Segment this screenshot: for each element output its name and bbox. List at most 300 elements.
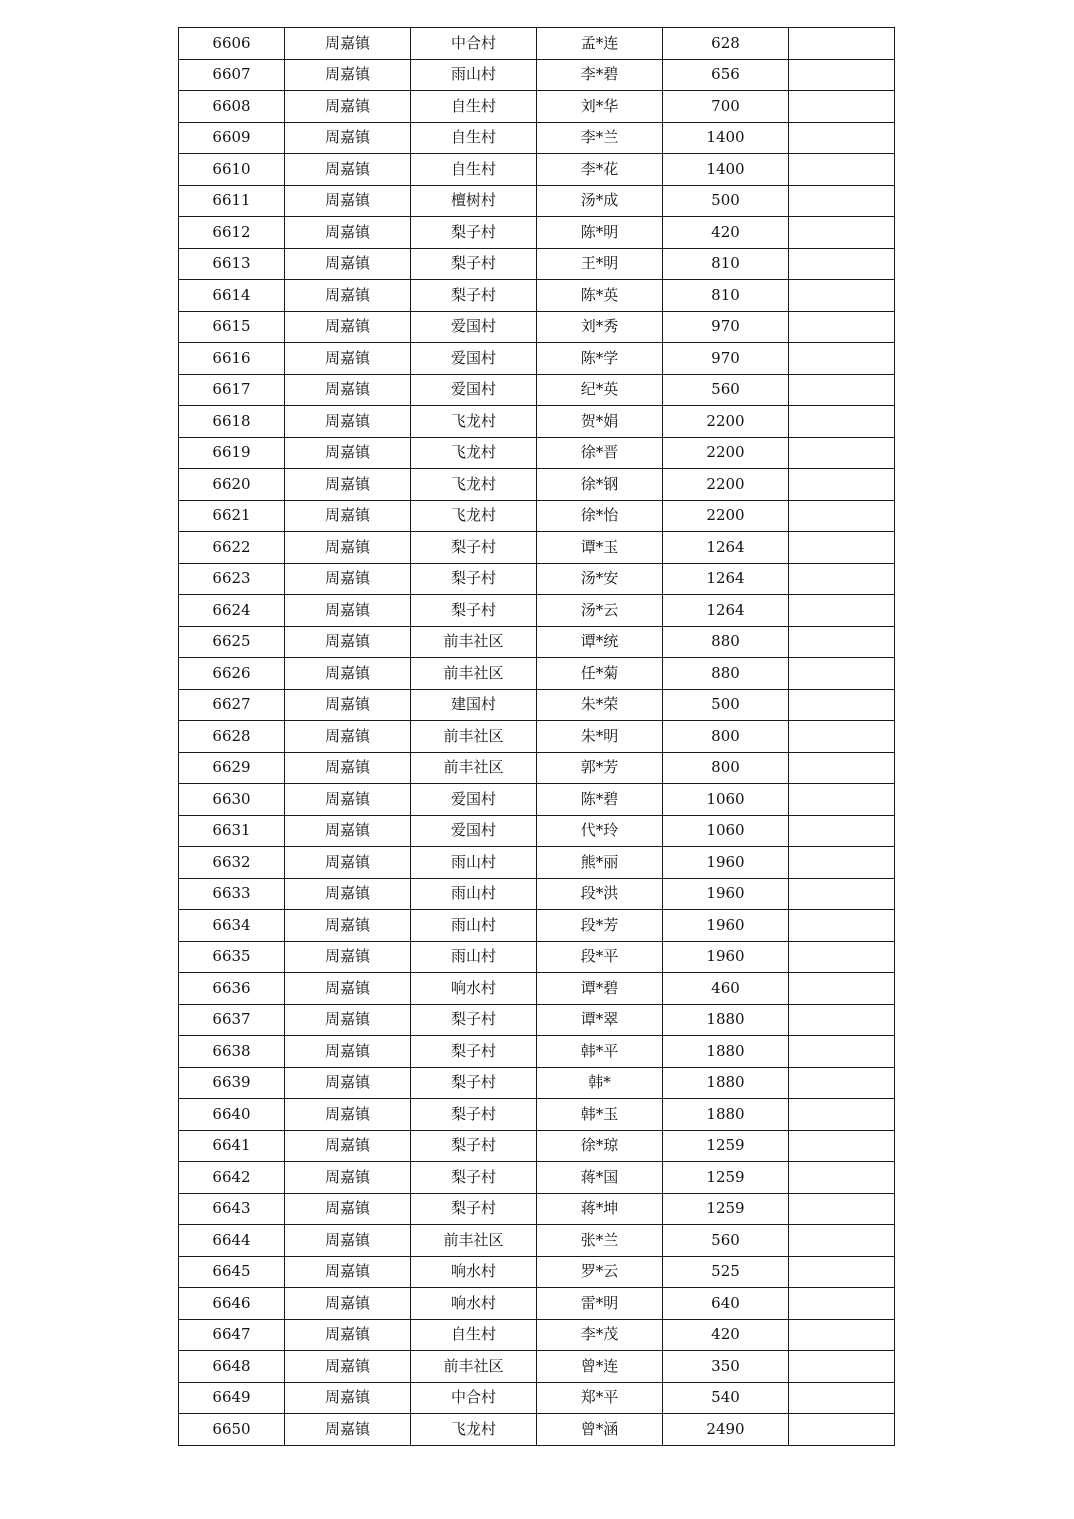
table-row: [179, 1130, 895, 1162]
row-number-cell: 6648: [179, 1351, 285, 1383]
note-cell: [789, 280, 895, 312]
amount-cell: 1400: [663, 122, 789, 154]
table-row: [179, 563, 895, 595]
note-cell: [789, 815, 895, 847]
name-cell: 任*菊: [537, 658, 663, 690]
amount-cell: 1960: [663, 941, 789, 973]
table-row: [179, 1225, 895, 1257]
table-row: [179, 847, 895, 879]
village-cell: 爱国村: [411, 343, 537, 375]
village-cell: 檀树村: [411, 185, 537, 217]
table-body: [179, 28, 895, 1446]
amount-cell: 628: [663, 28, 789, 60]
town-cell: 周嘉镇: [285, 1319, 411, 1351]
row-number-cell: 6606: [179, 28, 285, 60]
amount-cell: 1060: [663, 815, 789, 847]
table-row: [179, 122, 895, 154]
village-cell: 飞龙村: [411, 406, 537, 438]
town-cell: 周嘉镇: [285, 280, 411, 312]
town-cell: 周嘉镇: [285, 1036, 411, 1068]
amount-cell: 700: [663, 91, 789, 123]
table-row: [179, 595, 895, 627]
village-cell: 响水村: [411, 1256, 537, 1288]
town-cell: 周嘉镇: [285, 406, 411, 438]
village-cell: 爱国村: [411, 374, 537, 406]
amount-cell: 540: [663, 1382, 789, 1414]
row-number-cell: 6644: [179, 1225, 285, 1257]
row-number-cell: 6614: [179, 280, 285, 312]
town-cell: 周嘉镇: [285, 973, 411, 1005]
name-cell: 李*茂: [537, 1319, 663, 1351]
note-cell: [789, 941, 895, 973]
name-cell: 汤*云: [537, 595, 663, 627]
note-cell: [789, 248, 895, 280]
note-cell: [789, 689, 895, 721]
note-cell: [789, 563, 895, 595]
name-cell: 段*洪: [537, 878, 663, 910]
row-number-cell: 6630: [179, 784, 285, 816]
table-row: [179, 1256, 895, 1288]
table-row: [179, 437, 895, 469]
name-cell: 王*明: [537, 248, 663, 280]
village-cell: 爱国村: [411, 311, 537, 343]
town-cell: 周嘉镇: [285, 784, 411, 816]
amount-cell: 1880: [663, 1004, 789, 1036]
village-cell: 飞龙村: [411, 469, 537, 501]
table-row: [179, 500, 895, 532]
village-cell: 前丰社区: [411, 626, 537, 658]
town-cell: 周嘉镇: [285, 910, 411, 942]
town-cell: 周嘉镇: [285, 1193, 411, 1225]
row-number-cell: 6639: [179, 1067, 285, 1099]
town-cell: 周嘉镇: [285, 343, 411, 375]
town-cell: 周嘉镇: [285, 815, 411, 847]
village-cell: 梨子村: [411, 595, 537, 627]
table-row: [179, 1067, 895, 1099]
row-number-cell: 6647: [179, 1319, 285, 1351]
name-cell: 张*兰: [537, 1225, 663, 1257]
row-number-cell: 6636: [179, 973, 285, 1005]
name-cell: 刘*华: [537, 91, 663, 123]
village-cell: 前丰社区: [411, 1351, 537, 1383]
table-row: [179, 973, 895, 1005]
amount-cell: 810: [663, 280, 789, 312]
note-cell: [789, 1256, 895, 1288]
row-number-cell: 6650: [179, 1414, 285, 1446]
village-cell: 梨子村: [411, 563, 537, 595]
amount-cell: 2200: [663, 437, 789, 469]
town-cell: 周嘉镇: [285, 1067, 411, 1099]
amount-cell: 1259: [663, 1193, 789, 1225]
row-number-cell: 6641: [179, 1130, 285, 1162]
row-number-cell: 6640: [179, 1099, 285, 1131]
amount-cell: 1960: [663, 878, 789, 910]
village-cell: 梨子村: [411, 1193, 537, 1225]
row-number-cell: 6621: [179, 500, 285, 532]
row-number-cell: 6626: [179, 658, 285, 690]
name-cell: 汤*成: [537, 185, 663, 217]
amount-cell: 525: [663, 1256, 789, 1288]
amount-cell: 1264: [663, 595, 789, 627]
town-cell: 周嘉镇: [285, 941, 411, 973]
amount-cell: 560: [663, 1225, 789, 1257]
name-cell: 孟*连: [537, 28, 663, 60]
amount-cell: 420: [663, 217, 789, 249]
town-cell: 周嘉镇: [285, 1351, 411, 1383]
name-cell: 谭*碧: [537, 973, 663, 1005]
town-cell: 周嘉镇: [285, 217, 411, 249]
amount-cell: 970: [663, 343, 789, 375]
note-cell: [789, 1382, 895, 1414]
row-number-cell: 6637: [179, 1004, 285, 1036]
name-cell: 韩*玉: [537, 1099, 663, 1131]
amount-cell: 1880: [663, 1036, 789, 1068]
town-cell: 周嘉镇: [285, 248, 411, 280]
row-number-cell: 6629: [179, 752, 285, 784]
village-cell: 前丰社区: [411, 752, 537, 784]
name-cell: 谭*翠: [537, 1004, 663, 1036]
table-row: [179, 910, 895, 942]
note-cell: [789, 532, 895, 564]
amount-cell: 500: [663, 689, 789, 721]
note-cell: [789, 1351, 895, 1383]
table-row: [179, 217, 895, 249]
name-cell: 蒋*国: [537, 1162, 663, 1194]
row-number-cell: 6649: [179, 1382, 285, 1414]
note-cell: [789, 658, 895, 690]
name-cell: 陈*学: [537, 343, 663, 375]
table-row: [179, 1382, 895, 1414]
village-cell: 中合村: [411, 28, 537, 60]
table-row: [179, 1288, 895, 1320]
row-number-cell: 6616: [179, 343, 285, 375]
name-cell: 熊*丽: [537, 847, 663, 879]
village-cell: 前丰社区: [411, 658, 537, 690]
amount-cell: 1960: [663, 910, 789, 942]
name-cell: 李*兰: [537, 122, 663, 154]
village-cell: 梨子村: [411, 1036, 537, 1068]
town-cell: 周嘉镇: [285, 28, 411, 60]
note-cell: [789, 59, 895, 91]
village-cell: 前丰社区: [411, 1225, 537, 1257]
town-cell: 周嘉镇: [285, 1288, 411, 1320]
amount-cell: 2200: [663, 406, 789, 438]
town-cell: 周嘉镇: [285, 437, 411, 469]
note-cell: [789, 1319, 895, 1351]
name-cell: 郭*芳: [537, 752, 663, 784]
village-cell: 梨子村: [411, 280, 537, 312]
town-cell: 周嘉镇: [285, 563, 411, 595]
table-row: [179, 689, 895, 721]
amount-cell: 880: [663, 626, 789, 658]
amount-cell: 2490: [663, 1414, 789, 1446]
name-cell: 徐*晋: [537, 437, 663, 469]
amount-cell: 420: [663, 1319, 789, 1351]
row-number-cell: 6623: [179, 563, 285, 595]
village-cell: 中合村: [411, 1382, 537, 1414]
note-cell: [789, 1099, 895, 1131]
name-cell: 谭*统: [537, 626, 663, 658]
note-cell: [789, 343, 895, 375]
note-cell: [789, 1162, 895, 1194]
town-cell: 周嘉镇: [285, 595, 411, 627]
amount-cell: 1880: [663, 1099, 789, 1131]
town-cell: 周嘉镇: [285, 1256, 411, 1288]
note-cell: [789, 154, 895, 186]
row-number-cell: 6608: [179, 91, 285, 123]
village-cell: 前丰社区: [411, 721, 537, 753]
town-cell: 周嘉镇: [285, 154, 411, 186]
name-cell: 徐*琼: [537, 1130, 663, 1162]
village-cell: 飞龙村: [411, 500, 537, 532]
town-cell: 周嘉镇: [285, 1004, 411, 1036]
village-cell: 飞龙村: [411, 1414, 537, 1446]
amount-cell: 1400: [663, 154, 789, 186]
note-cell: [789, 1067, 895, 1099]
name-cell: 陈*碧: [537, 784, 663, 816]
town-cell: 周嘉镇: [285, 122, 411, 154]
village-cell: 梨子村: [411, 248, 537, 280]
amount-cell: 640: [663, 1288, 789, 1320]
note-cell: [789, 1193, 895, 1225]
row-number-cell: 6622: [179, 532, 285, 564]
table-row: [179, 28, 895, 60]
row-number-cell: 6610: [179, 154, 285, 186]
name-cell: 徐*怡: [537, 500, 663, 532]
village-cell: 雨山村: [411, 910, 537, 942]
amount-cell: 880: [663, 658, 789, 690]
row-number-cell: 6643: [179, 1193, 285, 1225]
name-cell: 段*平: [537, 941, 663, 973]
name-cell: 汤*安: [537, 563, 663, 595]
table-row: [179, 815, 895, 847]
table-row: [179, 185, 895, 217]
row-number-cell: 6628: [179, 721, 285, 753]
village-cell: 雨山村: [411, 941, 537, 973]
note-cell: [789, 437, 895, 469]
name-cell: 韩*: [537, 1067, 663, 1099]
table-row: [179, 1162, 895, 1194]
village-cell: 爱国村: [411, 784, 537, 816]
name-cell: 曾*涵: [537, 1414, 663, 1446]
row-number-cell: 6620: [179, 469, 285, 501]
table-row: [179, 374, 895, 406]
name-cell: 雷*明: [537, 1288, 663, 1320]
village-cell: 建国村: [411, 689, 537, 721]
town-cell: 周嘉镇: [285, 752, 411, 784]
row-number-cell: 6631: [179, 815, 285, 847]
row-number-cell: 6646: [179, 1288, 285, 1320]
table-row: [179, 311, 895, 343]
amount-cell: 350: [663, 1351, 789, 1383]
town-cell: 周嘉镇: [285, 311, 411, 343]
amount-cell: 500: [663, 185, 789, 217]
amount-cell: 800: [663, 752, 789, 784]
table-row: [179, 1414, 895, 1446]
village-cell: 梨子村: [411, 532, 537, 564]
town-cell: 周嘉镇: [285, 469, 411, 501]
amount-cell: 1259: [663, 1130, 789, 1162]
village-cell: 梨子村: [411, 1067, 537, 1099]
village-cell: 雨山村: [411, 878, 537, 910]
row-number-cell: 6633: [179, 878, 285, 910]
amount-cell: 460: [663, 973, 789, 1005]
amount-cell: 970: [663, 311, 789, 343]
village-cell: 自生村: [411, 122, 537, 154]
town-cell: 周嘉镇: [285, 658, 411, 690]
note-cell: [789, 973, 895, 1005]
note-cell: [789, 374, 895, 406]
note-cell: [789, 910, 895, 942]
name-cell: 代*玲: [537, 815, 663, 847]
village-cell: 雨山村: [411, 847, 537, 879]
note-cell: [789, 122, 895, 154]
note-cell: [789, 406, 895, 438]
row-number-cell: 6634: [179, 910, 285, 942]
table-row: [179, 1004, 895, 1036]
village-cell: 梨子村: [411, 1004, 537, 1036]
table-row: [179, 532, 895, 564]
note-cell: [789, 1288, 895, 1320]
table-row: [179, 469, 895, 501]
row-number-cell: 6645: [179, 1256, 285, 1288]
town-cell: 周嘉镇: [285, 500, 411, 532]
note-cell: [789, 847, 895, 879]
name-cell: 朱*荣: [537, 689, 663, 721]
village-cell: 自生村: [411, 91, 537, 123]
name-cell: 谭*玉: [537, 532, 663, 564]
note-cell: [789, 91, 895, 123]
name-cell: 李*碧: [537, 59, 663, 91]
table-row: [179, 752, 895, 784]
name-cell: 韩*平: [537, 1036, 663, 1068]
village-cell: 响水村: [411, 973, 537, 1005]
note-cell: [789, 1036, 895, 1068]
town-cell: 周嘉镇: [285, 1382, 411, 1414]
row-number-cell: 6642: [179, 1162, 285, 1194]
table-row: [179, 878, 895, 910]
village-cell: 自生村: [411, 1319, 537, 1351]
row-number-cell: 6612: [179, 217, 285, 249]
town-cell: 周嘉镇: [285, 1162, 411, 1194]
town-cell: 周嘉镇: [285, 1099, 411, 1131]
table-row: [179, 343, 895, 375]
row-number-cell: 6619: [179, 437, 285, 469]
amount-cell: 560: [663, 374, 789, 406]
row-number-cell: 6632: [179, 847, 285, 879]
note-cell: [789, 784, 895, 816]
note-cell: [789, 721, 895, 753]
amount-cell: 1259: [663, 1162, 789, 1194]
table-row: [179, 1099, 895, 1131]
village-cell: 飞龙村: [411, 437, 537, 469]
row-number-cell: 6611: [179, 185, 285, 217]
row-number-cell: 6635: [179, 941, 285, 973]
table-row: [179, 406, 895, 438]
amount-cell: 2200: [663, 469, 789, 501]
note-cell: [789, 28, 895, 60]
town-cell: 周嘉镇: [285, 374, 411, 406]
table-row: [179, 784, 895, 816]
name-cell: 罗*云: [537, 1256, 663, 1288]
note-cell: [789, 185, 895, 217]
row-number-cell: 6624: [179, 595, 285, 627]
town-cell: 周嘉镇: [285, 626, 411, 658]
note-cell: [789, 595, 895, 627]
name-cell: 郑*平: [537, 1382, 663, 1414]
village-cell: 梨子村: [411, 217, 537, 249]
amount-cell: 2200: [663, 500, 789, 532]
row-number-cell: 6617: [179, 374, 285, 406]
note-cell: [789, 217, 895, 249]
note-cell: [789, 1225, 895, 1257]
amount-cell: 800: [663, 721, 789, 753]
amount-cell: 1264: [663, 563, 789, 595]
table-row: [179, 154, 895, 186]
note-cell: [789, 311, 895, 343]
note-cell: [789, 1414, 895, 1446]
town-cell: 周嘉镇: [285, 1414, 411, 1446]
town-cell: 周嘉镇: [285, 1130, 411, 1162]
amount-cell: 1264: [663, 532, 789, 564]
table-row: [179, 1193, 895, 1225]
village-cell: 梨子村: [411, 1099, 537, 1131]
note-cell: [789, 469, 895, 501]
table-row: [179, 1319, 895, 1351]
table-row: [179, 658, 895, 690]
amount-cell: 1880: [663, 1067, 789, 1099]
table-row: [179, 941, 895, 973]
amount-cell: 1960: [663, 847, 789, 879]
town-cell: 周嘉镇: [285, 878, 411, 910]
town-cell: 周嘉镇: [285, 689, 411, 721]
note-cell: [789, 500, 895, 532]
village-cell: 梨子村: [411, 1162, 537, 1194]
table-row: [179, 721, 895, 753]
recipient-table: [178, 27, 895, 1446]
name-cell: 纪*英: [537, 374, 663, 406]
name-cell: 陈*英: [537, 280, 663, 312]
table-row: [179, 280, 895, 312]
row-number-cell: 6625: [179, 626, 285, 658]
village-cell: 梨子村: [411, 1130, 537, 1162]
table-row: [179, 1036, 895, 1068]
town-cell: 周嘉镇: [285, 91, 411, 123]
name-cell: 贺*娟: [537, 406, 663, 438]
note-cell: [789, 1130, 895, 1162]
name-cell: 段*芳: [537, 910, 663, 942]
table-row: [179, 1351, 895, 1383]
table-row: [179, 91, 895, 123]
row-number-cell: 6607: [179, 59, 285, 91]
row-number-cell: 6615: [179, 311, 285, 343]
name-cell: 蒋*坤: [537, 1193, 663, 1225]
row-number-cell: 6609: [179, 122, 285, 154]
village-cell: 自生村: [411, 154, 537, 186]
document-sheet: [178, 27, 894, 1446]
name-cell: 朱*明: [537, 721, 663, 753]
note-cell: [789, 752, 895, 784]
amount-cell: 1060: [663, 784, 789, 816]
amount-cell: 656: [663, 59, 789, 91]
note-cell: [789, 1004, 895, 1036]
name-cell: 李*花: [537, 154, 663, 186]
row-number-cell: 6627: [179, 689, 285, 721]
name-cell: 陈*明: [537, 217, 663, 249]
town-cell: 周嘉镇: [285, 532, 411, 564]
town-cell: 周嘉镇: [285, 1225, 411, 1257]
row-number-cell: 6613: [179, 248, 285, 280]
